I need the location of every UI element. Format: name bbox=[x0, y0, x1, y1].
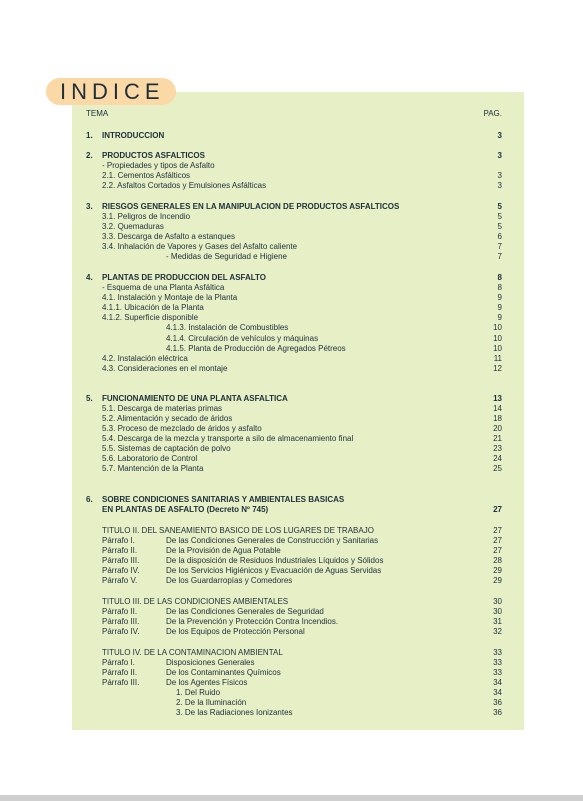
page-number: 33 bbox=[493, 658, 502, 667]
paragraph-label: Párrafo II. bbox=[102, 546, 138, 555]
index-row bbox=[86, 283, 502, 293]
page-number: 32 bbox=[493, 627, 502, 636]
index-row bbox=[86, 617, 502, 627]
section-title: SOBRE CONDICIONES SANITARIAS Y AMBIENTALES BASICAS bbox=[102, 495, 345, 504]
section-row bbox=[86, 131, 502, 141]
entry-title: 3.4. Inhalación de Vapores y Gases del Asfalto caliente bbox=[102, 242, 298, 251]
entry-title: 5.6. Laboratorio de Control bbox=[102, 454, 198, 463]
section-title: FUNCIONAMIENTO DE UNA PLANTA ASFALTICA bbox=[102, 394, 288, 403]
page-number: 24 bbox=[493, 454, 502, 463]
paragraph-label: Párrafo I. bbox=[102, 536, 135, 545]
entry-title: 5.4. Descarga de la mezcla y transporte a silo de almacenamiento final bbox=[102, 434, 354, 443]
tema-header: TEMA bbox=[86, 109, 109, 118]
paragraph-label: Párrafo II. bbox=[102, 668, 138, 677]
page-number: 9 bbox=[497, 293, 502, 302]
pag-header: PAG. bbox=[483, 109, 502, 118]
index-row bbox=[86, 424, 502, 434]
page-number: 8 bbox=[497, 273, 502, 282]
page-number: 3 bbox=[497, 171, 502, 180]
page-number: 27 bbox=[493, 505, 502, 514]
paragraph-label: Párrafo III. bbox=[102, 556, 140, 565]
page-number: 3 bbox=[497, 131, 502, 140]
section-number: 4. bbox=[86, 273, 93, 282]
page-number: 34 bbox=[493, 678, 502, 687]
paragraph-label: Párrafo I. bbox=[102, 658, 135, 667]
section-title: PLANTAS DE PRODUCCION DEL ASFALTO bbox=[102, 273, 267, 282]
page-number: 30 bbox=[493, 597, 502, 606]
page-title: INDICE bbox=[60, 79, 165, 104]
page-number: 5 bbox=[497, 202, 502, 211]
entry-title: 3.1. Peligros de Incendio bbox=[102, 212, 191, 221]
page-number: 29 bbox=[493, 566, 502, 575]
entry-title: 5.5. Sistemas de captación de polvo bbox=[102, 444, 231, 453]
page-number: 29 bbox=[493, 576, 502, 585]
index-row bbox=[86, 698, 502, 708]
index-row bbox=[86, 648, 502, 658]
section-number: 1. bbox=[86, 131, 93, 140]
index-row bbox=[86, 505, 502, 515]
paragraph-label: Párrafo V. bbox=[102, 576, 138, 585]
paragraph-label: Párrafo III. bbox=[102, 678, 140, 687]
entry-title: 2. De la Iluminación bbox=[176, 698, 247, 707]
index-row bbox=[86, 658, 502, 668]
paragraph-title: De las Condiciones Generales de Seguridad bbox=[166, 607, 324, 616]
paragraph-title: De los Equipos de Protección Personal bbox=[166, 627, 305, 636]
index-row bbox=[86, 171, 502, 181]
section-title: RIESGOS GENERALES EN LA MANIPULACION DE PRODUCTOS ASFALTICOS bbox=[102, 202, 400, 211]
index-row bbox=[86, 434, 502, 444]
index-row bbox=[86, 708, 502, 718]
index-row bbox=[86, 242, 502, 252]
page-number: 23 bbox=[493, 444, 502, 453]
page-number: 8 bbox=[497, 283, 502, 292]
entry-title: 4.1.3. Instalación de Combustibles bbox=[166, 323, 289, 332]
entry-title: 5.7. Mantención de la Planta bbox=[102, 464, 204, 473]
index-row bbox=[86, 161, 502, 171]
page-number: 33 bbox=[493, 668, 502, 677]
page-number: 5 bbox=[497, 212, 502, 221]
entry-title: 4.1.4. Circulación de vehículos y máquinas bbox=[166, 334, 319, 343]
index-row bbox=[86, 627, 502, 637]
index-row bbox=[86, 222, 502, 232]
bottom-scrollbar[interactable] bbox=[0, 795, 583, 801]
index-row bbox=[86, 597, 502, 607]
page-number: 10 bbox=[493, 334, 502, 343]
index-row bbox=[86, 688, 502, 698]
section-title: PRODUCTOS ASFALTICOS bbox=[102, 151, 205, 160]
page-number: 14 bbox=[493, 404, 502, 413]
index-row bbox=[86, 454, 502, 464]
paragraph-title: De la disposición de Residuos Industriales Líquidos y Sólidos bbox=[166, 556, 384, 565]
index-row bbox=[86, 526, 502, 536]
index-row bbox=[86, 313, 502, 323]
paragraph-label: Párrafo IV. bbox=[102, 627, 140, 636]
entry-title: 4.1.1. Ubicación de la Planta bbox=[102, 303, 204, 312]
page-number: 12 bbox=[493, 364, 502, 373]
entry-title: - Propiedades y tipos de Asfalto bbox=[102, 161, 215, 170]
index-row bbox=[86, 344, 502, 354]
index-row bbox=[86, 678, 502, 688]
entry-title: 1. Del Ruido bbox=[176, 688, 221, 697]
entry-title: 5.3. Proceso de mezclado de áridos y asfalto bbox=[102, 424, 262, 433]
index-row bbox=[86, 404, 502, 414]
page-number: 18 bbox=[493, 414, 502, 423]
entry-title: 4.1. Instalación y Montaje de la Planta bbox=[102, 293, 238, 302]
index-row bbox=[86, 566, 502, 576]
entry-title: 4.1.2. Superficie disponible bbox=[102, 313, 199, 322]
page-number: 20 bbox=[493, 424, 502, 433]
entry-title: 3.3. Descarga de Asfalto a estanques bbox=[102, 232, 235, 241]
paragraph-title: De los Agentes Físicos bbox=[166, 678, 248, 687]
index-row bbox=[86, 293, 502, 303]
paragraph-title: De los Contaminantes Químicos bbox=[166, 668, 281, 677]
section-row bbox=[86, 202, 502, 212]
section-number: 2. bbox=[86, 151, 93, 160]
section-row bbox=[86, 495, 502, 505]
page-number: 28 bbox=[493, 556, 502, 565]
index-row bbox=[86, 354, 502, 364]
paragraph-label: Párrafo IV. bbox=[102, 566, 140, 575]
page-number: 30 bbox=[493, 607, 502, 616]
entry-title: 5.2. Alimentación y secado de áridos bbox=[102, 414, 233, 423]
page-number: 34 bbox=[493, 688, 502, 697]
entry-title: 3.2. Quemaduras bbox=[102, 222, 164, 231]
page-number: 9 bbox=[497, 303, 502, 312]
entry-title: 4.1.5. Planta de Producción de Agregados Pétreos bbox=[166, 344, 346, 353]
section-number: 6. bbox=[86, 495, 93, 504]
paragraph-label: Párrafo II. bbox=[102, 607, 138, 616]
index-row bbox=[86, 668, 502, 678]
paragraph-title: Disposiciones Generales bbox=[166, 658, 255, 667]
paragraph-title: De los Servicios Higiénicos y Evacuación de Aguas Servidas bbox=[166, 566, 382, 575]
page-number: 27 bbox=[493, 536, 502, 545]
entry-title: - Medidas de Seguridad e Higiene bbox=[166, 252, 287, 261]
page-number: 27 bbox=[493, 546, 502, 555]
index-row bbox=[86, 232, 502, 242]
paragraph-label: Párrafo III. bbox=[102, 617, 140, 626]
page-number: 7 bbox=[497, 242, 502, 251]
index-row bbox=[86, 212, 502, 222]
index-row bbox=[86, 464, 502, 474]
section-number: 5. bbox=[86, 394, 93, 403]
index-row bbox=[86, 334, 502, 344]
index-row bbox=[86, 252, 502, 262]
page-number: 11 bbox=[493, 354, 502, 363]
entry-title: 3. De las Radiaciones Ionizantes bbox=[176, 708, 293, 717]
index-row bbox=[86, 556, 502, 566]
section-row bbox=[86, 394, 502, 404]
section-number: 3. bbox=[86, 202, 93, 211]
entry-title: 4.3. Consideraciones en el montaje bbox=[102, 364, 228, 373]
page-number: 27 bbox=[493, 526, 502, 535]
entry-title: 5.1. Descarga de materias primas bbox=[102, 404, 223, 413]
page-number: 10 bbox=[493, 344, 502, 353]
paragraph-title: De la Provisión de Agua Potable bbox=[166, 546, 281, 555]
index-row bbox=[86, 536, 502, 546]
page-number: 3 bbox=[497, 181, 502, 190]
page-number: 25 bbox=[493, 464, 502, 473]
section-row bbox=[86, 151, 502, 161]
page-number: 9 bbox=[497, 313, 502, 322]
index-row bbox=[86, 303, 502, 313]
entry-title: 4.2. Instalación eléctrica bbox=[102, 354, 188, 363]
paragraph-title: De los Guardarropías y Comedores bbox=[166, 576, 293, 585]
index-row bbox=[86, 607, 502, 617]
paragraph-title: De la Prevención y Protección Contra Incendios. bbox=[166, 617, 339, 626]
entry-title: 2.2. Asfaltos Cortados y Emulsiones Asfálticas bbox=[102, 181, 267, 190]
section-row bbox=[86, 273, 502, 283]
entry-title: TITULO III. DE LAS CONDICIONES AMBIENTALES bbox=[102, 597, 289, 606]
index-row bbox=[86, 323, 502, 333]
index-row bbox=[86, 414, 502, 424]
entry-title: TITULO IV. DE LA CONTAMINACION AMBIENTAL bbox=[102, 648, 283, 657]
index-row bbox=[86, 364, 502, 374]
index-row bbox=[86, 546, 502, 556]
page-number: 33 bbox=[493, 648, 502, 657]
page-number: 7 bbox=[497, 252, 502, 261]
section-title: EN PLANTAS DE ASFALTO (Decreto Nº 745) bbox=[102, 505, 269, 514]
index-row bbox=[86, 576, 502, 586]
entry-title: - Esquema de una Planta Asfáltica bbox=[102, 283, 225, 292]
page-number: 31 bbox=[493, 617, 502, 626]
page-number: 3 bbox=[497, 151, 502, 160]
page-number: 36 bbox=[493, 708, 502, 717]
page-number: 10 bbox=[493, 323, 502, 332]
page-number: 13 bbox=[493, 394, 502, 403]
entry-title: TITULO II. DEL SANEAMIENTO BASICO DE LOS LUGARES DE TRABAJO bbox=[102, 526, 374, 535]
page-number: 6 bbox=[497, 232, 502, 241]
page-number: 36 bbox=[493, 698, 502, 707]
page-number: 21 bbox=[493, 434, 502, 443]
section-title: INTRODUCCION bbox=[102, 131, 165, 140]
entry-title: 2.1. Cementos Asfálticos bbox=[102, 171, 191, 180]
paragraph-title: De las Condiciones Generales de Construcción y Sanitarias bbox=[166, 536, 379, 545]
index-row bbox=[86, 181, 502, 191]
index-row bbox=[86, 444, 502, 454]
page-number: 5 bbox=[497, 222, 502, 231]
